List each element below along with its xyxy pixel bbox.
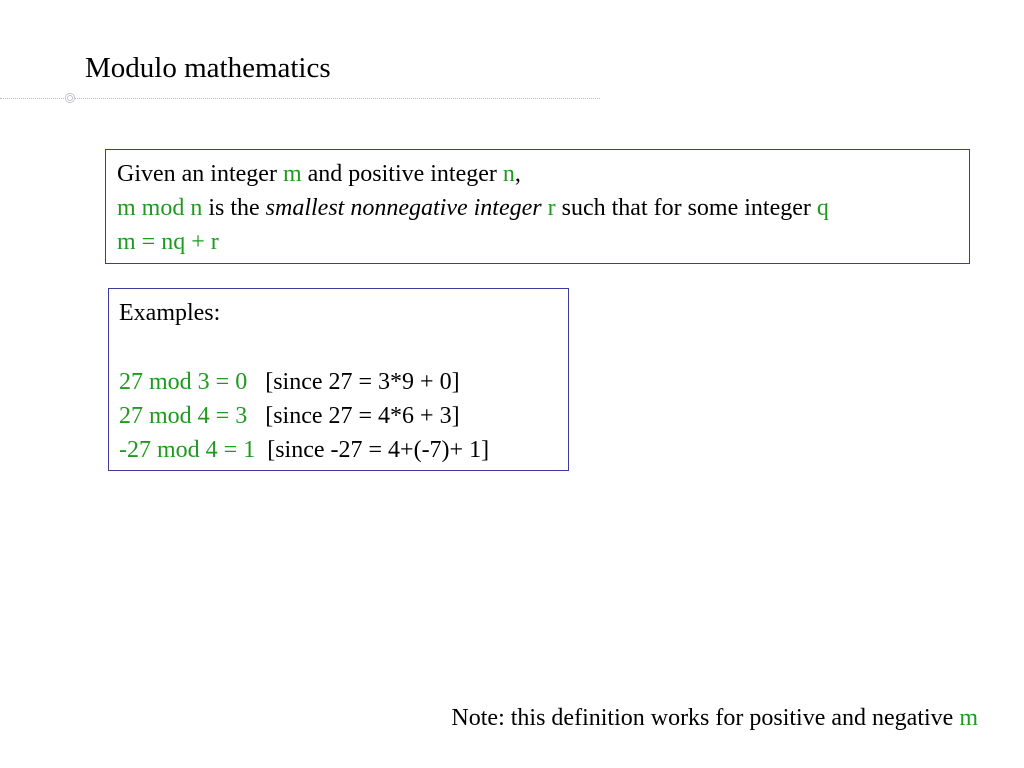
example-expression: -27 mod 4 = 1 bbox=[119, 437, 256, 463]
examples-box bbox=[108, 288, 569, 471]
var-m: m bbox=[959, 705, 978, 731]
example-row bbox=[119, 433, 489, 467]
var-q: q bbox=[816, 195, 829, 221]
example-row bbox=[119, 365, 460, 399]
example-explanation: [since 27 = 4*6 + 3] bbox=[265, 403, 460, 429]
divider-ornament-icon bbox=[64, 92, 76, 104]
slide-title: Modulo mathematics bbox=[85, 52, 331, 84]
definition-text: Given an integer bbox=[117, 161, 283, 187]
example-expression: 27 mod 4 = 3 bbox=[119, 403, 248, 429]
definition-line-2 bbox=[117, 191, 829, 225]
example-explanation: [since -27 = 4+(-7)+ 1] bbox=[267, 437, 490, 463]
var-m: m bbox=[282, 161, 302, 187]
definition-text: such that for some integer bbox=[555, 195, 817, 221]
title-divider bbox=[0, 98, 600, 99]
expr-m-mod-n: m mod n bbox=[117, 195, 203, 221]
definition-text: is the bbox=[202, 195, 266, 221]
examples-heading: Examples: bbox=[119, 300, 221, 326]
definition-box bbox=[105, 149, 970, 264]
example-explanation: [since 27 = 3*9 + 0] bbox=[265, 369, 460, 395]
footer-note bbox=[451, 701, 978, 735]
var-n: n bbox=[502, 161, 515, 187]
definition-text: , bbox=[514, 161, 521, 187]
example-row bbox=[119, 399, 460, 433]
definition-text: and positive integer bbox=[301, 161, 503, 187]
definition-line-1 bbox=[117, 157, 521, 191]
definition-emphasis: smallest nonnegative integer bbox=[265, 195, 542, 221]
var-r: r bbox=[547, 195, 556, 221]
note-text: Note: this definition works for positive and negative bbox=[451, 705, 960, 731]
example-expression: 27 mod 3 = 0 bbox=[119, 369, 248, 395]
definition-equation: m = nq + r bbox=[117, 229, 219, 255]
